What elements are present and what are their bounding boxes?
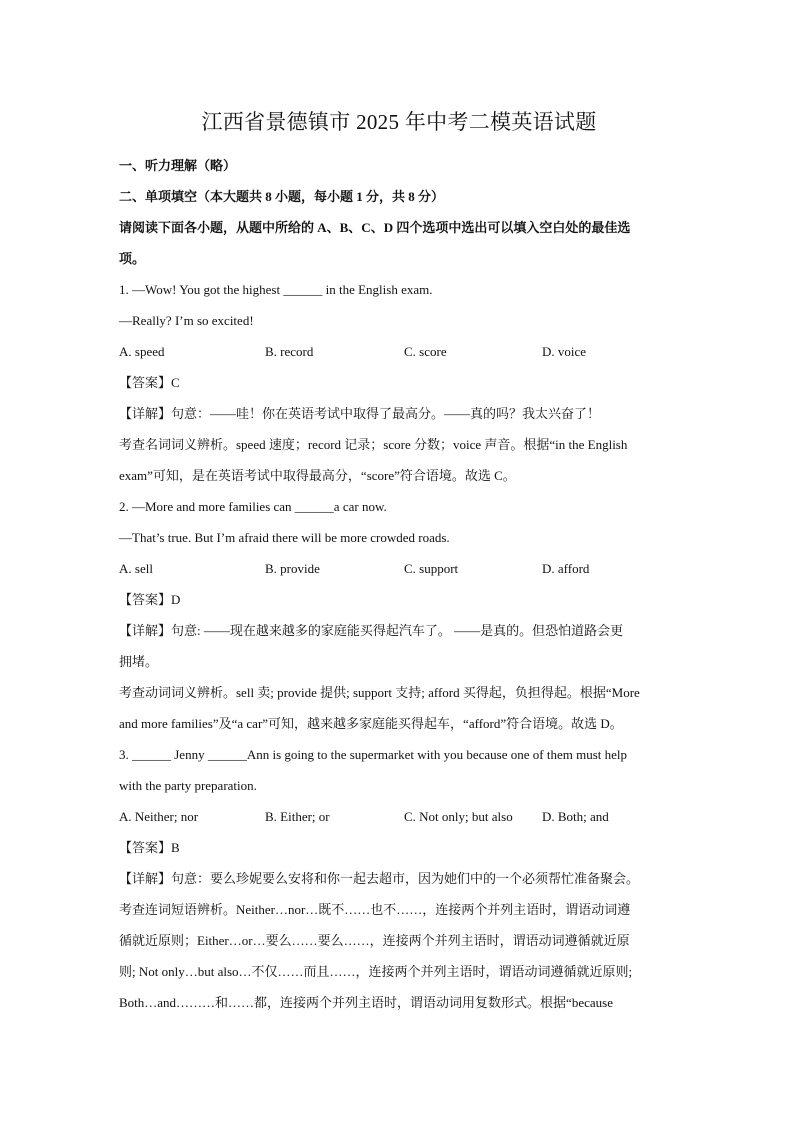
explanation: 则; Not only…but also…不仅……而且……，连接两个并列主语时，谓语动词遵循就近原则; bbox=[119, 964, 633, 979]
question-stem-cont: with the party preparation. bbox=[119, 778, 257, 793]
answer: 【答案】B bbox=[119, 840, 180, 855]
document-content bbox=[119, 106, 679, 1018]
answer: 【答案】C bbox=[119, 375, 180, 390]
explanation: exam”可知，是在英语考试中取得最高分，“score”符合语境。故选 C。 bbox=[119, 468, 516, 483]
explanation: and more families”及“a car”可知，越来越多家庭能买得起车，“afford”符合语境。故选 D。 bbox=[119, 716, 623, 731]
option-b: B. provide bbox=[265, 561, 320, 576]
options-row bbox=[119, 801, 679, 832]
page-title: 江西省景德镇市 2025 年中考二模英语试题 bbox=[201, 110, 597, 134]
option-c: C. support bbox=[404, 561, 459, 576]
explanation: 【详解】句意：——哇！你在英语考试中取得了最高分。——真的吗？我太兴奋了！ bbox=[119, 406, 601, 421]
options-row bbox=[119, 553, 679, 584]
question-3 bbox=[119, 739, 679, 1018]
question-stem-cont: —Really? I’m so excited! bbox=[119, 313, 254, 328]
question-stem: 1. —Wow! You got the highest ______ in the English exam. bbox=[119, 282, 433, 297]
option-d: D. voice bbox=[542, 344, 587, 359]
answer: 【答案】D bbox=[119, 592, 181, 607]
option-a: A. sell bbox=[119, 561, 153, 576]
explanation: 考查连词短语辨析。Neither…nor…既不……也不……，连接两个并列主语时，谓语动词遵 bbox=[119, 902, 631, 917]
option-a: A. speed bbox=[119, 344, 165, 359]
instruction-text-cont: 项。 bbox=[119, 251, 146, 266]
option-c: C. Not only; but also bbox=[404, 809, 513, 824]
options-row bbox=[119, 336, 679, 367]
explanation: Both…and………和……都，连接两个并列主语时，谓语动词用复数形式。根据“because bbox=[119, 995, 613, 1010]
instruction-text: 请阅读下面各小题，从题中所给的 A、B、C、D 四个选项中选出可以填入空白处的最佳选 bbox=[119, 220, 631, 235]
option-d: D. Both; and bbox=[542, 809, 609, 824]
explanation: 考查名词词义辨析。speed 速度；record 记录；score 分数；voice 声音。根据“in the English bbox=[119, 437, 628, 452]
option-c: C. score bbox=[404, 344, 447, 359]
option-d: D. afford bbox=[542, 561, 590, 576]
option-a: A. Neither; nor bbox=[119, 809, 199, 824]
explanation: 拥堵。 bbox=[119, 654, 159, 669]
explanation: 【详解】句意：要么珍妮要么安将和你一起去超市，因为她们中的一个必须帮忙准备聚会。 bbox=[119, 871, 640, 886]
explanation: 【详解】句意: ——现在越来越多的家庭能买得起汽车了。 ——是真的。但恐怕道路会更 bbox=[119, 623, 624, 638]
section-heading-listening: 一、听力理解（略） bbox=[119, 158, 237, 173]
section-heading-single-choice: 二、单项填空（本大题共 8 小题，每小题 1 分，共 8 分） bbox=[119, 189, 445, 204]
question-stem: 2. —More and more families can ______a car now. bbox=[119, 499, 387, 514]
explanation: 循就近原则；Either…or…要么……要么……，连接两个并列主语时，谓语动词遵循就近原 bbox=[119, 933, 630, 948]
question-stem: 3. ______ Jenny ______Ann is going to the supermarket with you because one of them must help bbox=[119, 747, 628, 762]
question-2 bbox=[119, 491, 679, 739]
explanation: 考查动词词义辨析。sell 卖; provide 提供; support 支持; afford 买得起，负担得起。根据“More bbox=[119, 685, 640, 700]
question-1 bbox=[119, 274, 679, 491]
option-b: B. Either; or bbox=[265, 809, 330, 824]
option-b: B. record bbox=[265, 344, 314, 359]
question-stem-cont: —That’s true. But I’m afraid there will be more crowded roads. bbox=[119, 530, 450, 545]
